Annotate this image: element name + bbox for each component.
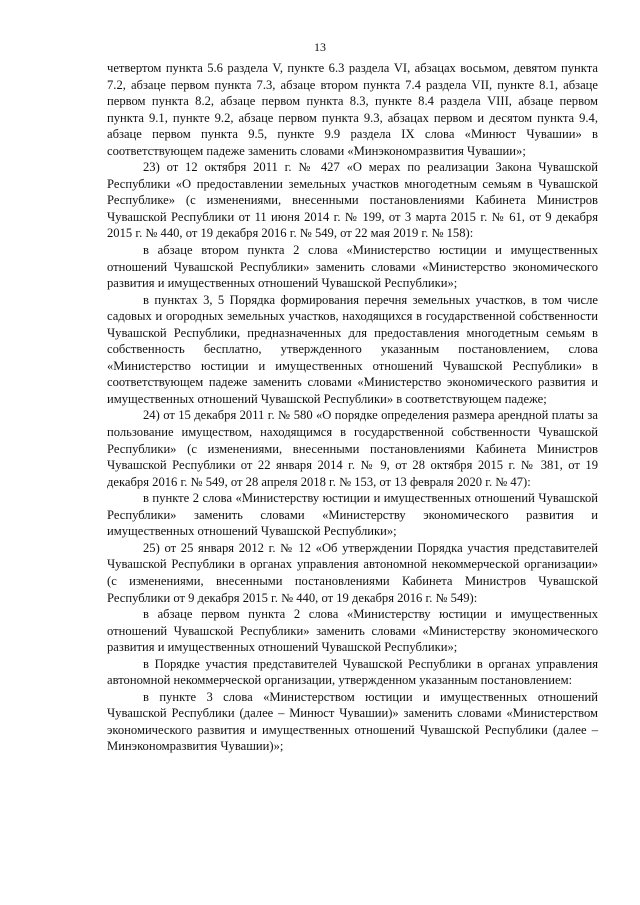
paragraph: в Порядке участия представителей Чувашской Республики в органах управления автономной некоммерческой организации, утвержденном указанным постановлением: (107, 656, 598, 688)
paragraph: в абзаце первом пункта 2 слова «Министерству юстиции и имущественных отношений Чувашской Республики» заменить словами «Министерству экономического развития и имущественных отношений Чувашской Республики»; (107, 607, 598, 655)
paragraph-item-24: 24) от 15 декабря 2011 г. № 580 «О порядке определения размера арендной платы за пользование имуществом, находящимся в государственной собственности Чувашской Республики» (с изменениями, внесенными постановлениями Кабинета Министров Чувашской Республики от 22 января 2014 г. № 9, от 28 октября 2015 г. № 381, от 19 декабря 2016 г. № 549, от 28 апреля 2018 г. № 153, от 13 февраля 2020 г. № 47): (107, 408, 598, 489)
paragraph-item-25: 25) от 25 января 2012 г. № 12 «Об утверждении Порядка участия представителей Чувашской Республики в органах управления автономной некоммерческой организации» (с изменениями, внесенными постановлениями Кабинета Министров Чувашской Республики от 9 декабря 2015 г. № 440, от 19 декабря 2016 г. № 549): (107, 540, 598, 605)
paragraph: в пункте 3 слова «Министерством юстиции и имущественных отношений Чувашской Республики (далее – Минюст Чувашии)» заменить словами «Министерством экономического развития и имущественных отношений Чувашской Республики (далее – Минэкономразвития Чувашии)»; (107, 689, 598, 754)
page-number: 13 (314, 40, 326, 54)
document-body (107, 60, 598, 755)
paragraph: в пункте 2 слова «Министерству юстиции и имущественных отношений Чувашской Республики» заменить словами «Министерству экономического развития и имущественных отношений Чувашской Республики»; (107, 491, 598, 539)
paragraph: в абзаце втором пункта 2 слова «Министерство юстиции и имущественных отношений Чувашской Республики» заменить словами «Министерство экономического развития и имущественных отношений Чувашской Республики»; (107, 243, 598, 291)
paragraph-item-23: 23) от 12 октября 2011 г. № 427 «О мерах по реализации Закона Чувашской Республики «О предоставлении земельных участков многодетным семьям в Чувашской Республике» (с изменениями, внесенными постановлениями Кабинета Министров Чувашской Республики от 11 июня 2014 г. № 199, от 3 марта 2015 г. № 61, от 9 декабря 2015 г. № 440, от 19 декабря 2016 г. № 549, от 22 мая 2019 г. № 158): (107, 160, 598, 241)
paragraph: в пунктах 3, 5 Порядка формирования перечня земельных участков, в том числе садовых и огородных земельных участков, находящихся в государственной собственности Чувашской Республики, предназначенных для предоставления многодетным семьям в собственность бесплатно, утвержденного указанным постановлением, слова «Министерство юстиции и имущественных отношений Чувашской Республики» в соответствующем падеже заменить словами «Министерство экономического развития и имущественных отношений Чувашской Республики» в соответствующем падеже; (107, 292, 598, 406)
paragraph-continuation: четвертом пункта 5.6 раздела V, пункте 6.3 раздела VI, абзацах восьмом, девятом пункта 7.2, абзаце первом пункта 7.3, абзаце втором пункта 7.4 раздела VII, пункте 8.1, абзаце первом пункта 8.2, абзаце первом пункта 8.3, пункте 8.4 раздела VIII, абзаце первом пункта 9.1, пункте 9.2, абзаце первом пункта 9.3, абзацах первом и десятом пункта 9.4, абзаце первом пункта 9.5, пункте 9.9 раздела IX слова «Минюст Чувашии» в соответствующем падеже заменить словами «Минэкономразвития Чувашии»; (107, 61, 598, 158)
